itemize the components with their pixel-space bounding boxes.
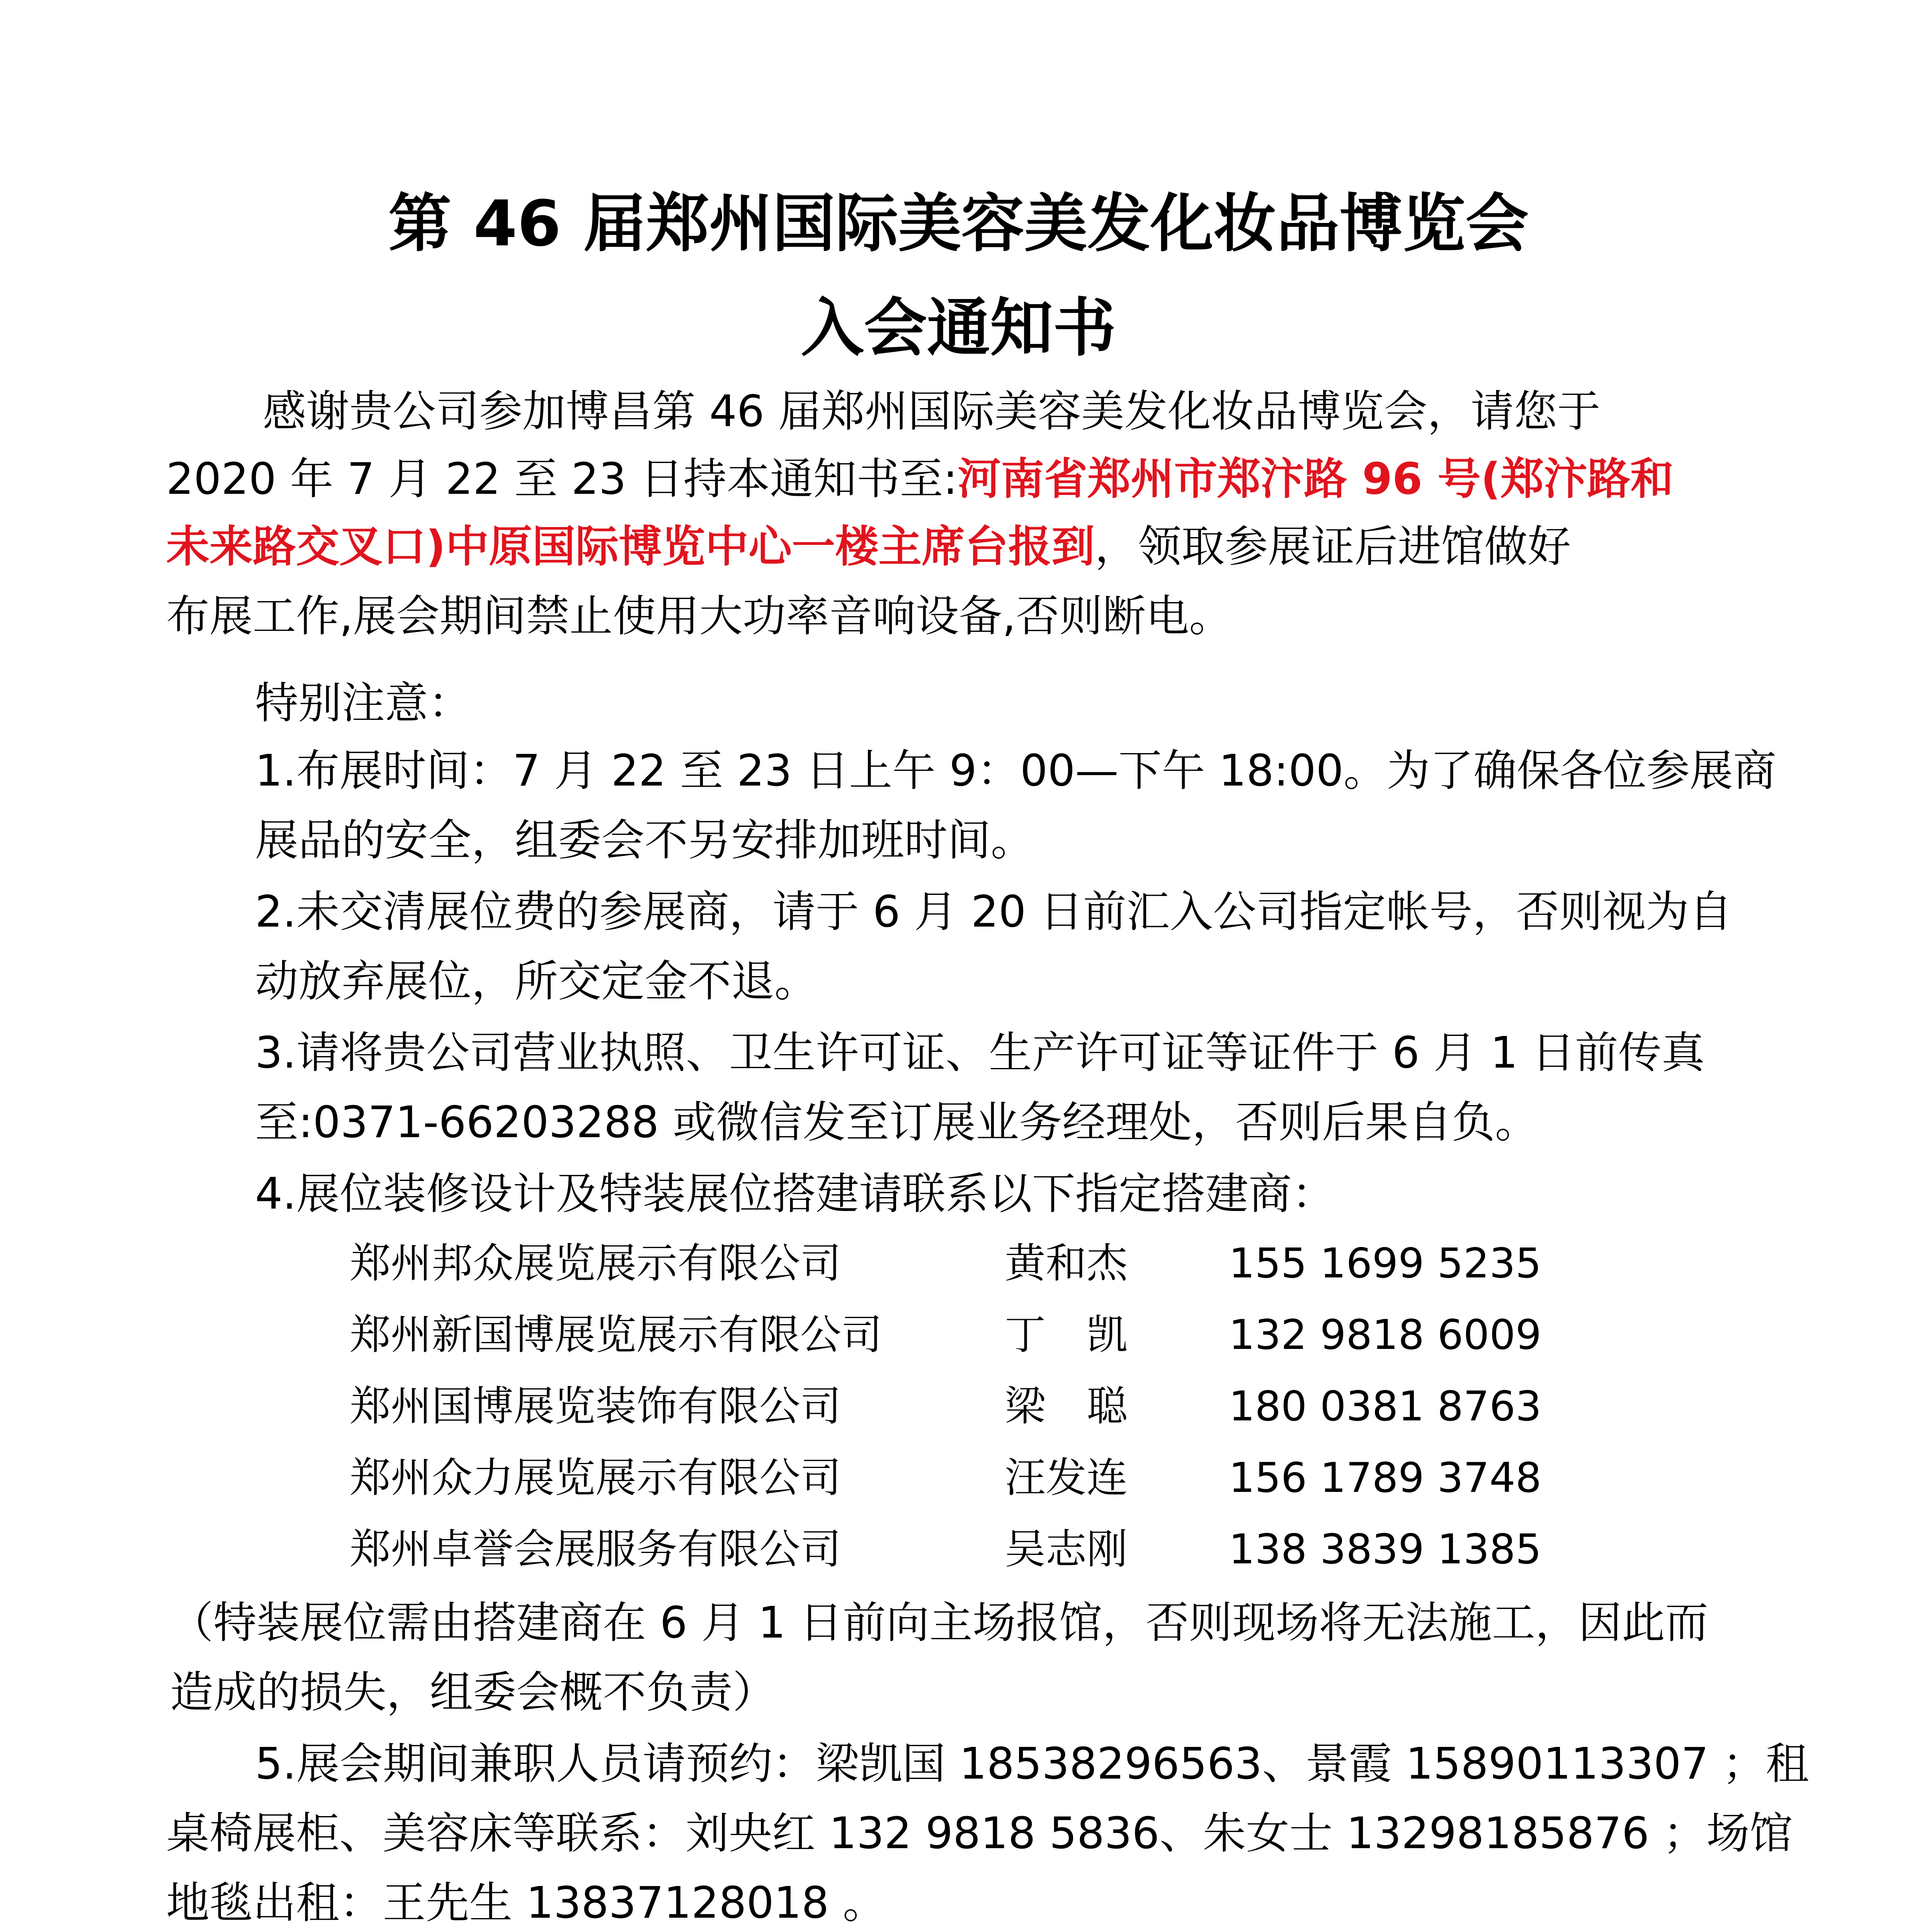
notice-heading: 特别注意：	[255, 678, 471, 728]
item-5-line-2: 桌椅展柜、美容床等联系：刘央红 132 9818 5836、朱女士 13298185876 ；场馆	[166, 1808, 1793, 1859]
item-4-line-1: 4.展位装修设计及特装展位搭建请联系以下指定搭建商：	[255, 1169, 1335, 1219]
item-5-line-3: 地毯出租：王先生 13837128018 。	[166, 1878, 886, 1928]
contractor-person: 丁 凯	[1005, 1311, 1128, 1359]
document-subtitle: 入会通知书	[801, 292, 1116, 365]
contractor-person: 梁 聪	[1005, 1383, 1128, 1430]
contractor-company: 郑州邦众展览展示有限公司	[350, 1240, 841, 1287]
contractor-phone: 132 9818 6009	[1229, 1311, 1542, 1359]
intro-line-4: 布展工作,展会期间禁止使用大功率音响设备,否则断电。	[166, 591, 1233, 641]
contractor-person: 汪发连	[1005, 1454, 1128, 1502]
contractor-person: 黄和杰	[1005, 1240, 1128, 1287]
intro-line-2	[166, 450, 1674, 508]
intro-line-3	[166, 518, 1571, 576]
contractor-company: 郑州卓誉会展服务有限公司	[350, 1526, 841, 1573]
item-2-line-2: 动放弃展位，所交定金不退。	[255, 956, 818, 1007]
contractor-company: 郑州新国博展览展示有限公司	[350, 1311, 882, 1359]
venue-address-highlight: 河南省郑州市郑汴路 96 号(郑汴路和	[958, 454, 1674, 504]
intro-line-3-text: ，领取参展证后进馆做好	[1095, 522, 1571, 572]
contractor-company: 郑州国博展览装饰有限公司	[350, 1383, 841, 1430]
item-5-line-1: 5.展会期间兼职人员请预约：梁凯国 18538296563、景霞 15890113307 ；租	[255, 1739, 1809, 1789]
item-3-line-2: 至:0371-66203288 或微信发至订展业务经理处，否则后果自负。	[255, 1097, 1538, 1148]
contractor-phone: 138 3839 1385	[1229, 1526, 1542, 1573]
item-1-line-1: 1.布展时间：7 月 22 至 23 日上午 9：00—下午 18:00。为了确保各位参展商	[255, 746, 1776, 796]
document-title: 第 46 届郑州国际美容美发化妆品博览会	[388, 187, 1529, 260]
contractor-phone: 180 0381 8763	[1229, 1383, 1542, 1430]
contractor-person: 吴志刚	[1005, 1526, 1128, 1573]
contractor-phone: 156 1789 3748	[1229, 1454, 1542, 1502]
contractor-phone: 155 1699 5235	[1229, 1240, 1542, 1287]
venue-address-highlight-cont: 未来路交叉口)中原国际博览中心一楼主席台报到	[166, 522, 1095, 572]
intro-line-1: 感谢贵公司参加博昌第 46 届郑州国际美容美发化妆品博览会，请您于	[263, 386, 1601, 437]
item-1-line-2: 展品的安全，组委会不另安排加班时间。	[255, 815, 1034, 866]
contractor-note-line-2: 造成的损失，组委会概不负责）	[170, 1667, 776, 1718]
contractor-note-line-1: （特装展位需由搭建商在 6 月 1 日前向主场报馆，否则现场将无法施工，因此而	[170, 1598, 1708, 1648]
item-3-line-1: 3.请将贵公司营业执照、卫生许可证、生产许可证等证件于 6 月 1 日前传真	[255, 1028, 1705, 1078]
intro-line-2-text: 2020 年 7 月 22 至 23 日持本通知书至:	[166, 454, 958, 504]
contractor-company: 郑州众力展览展示有限公司	[350, 1454, 841, 1502]
item-2-line-1: 2.未交清展位费的参展商，请于 6 月 20 日前汇入公司指定帐号，否则视为自	[255, 887, 1733, 937]
